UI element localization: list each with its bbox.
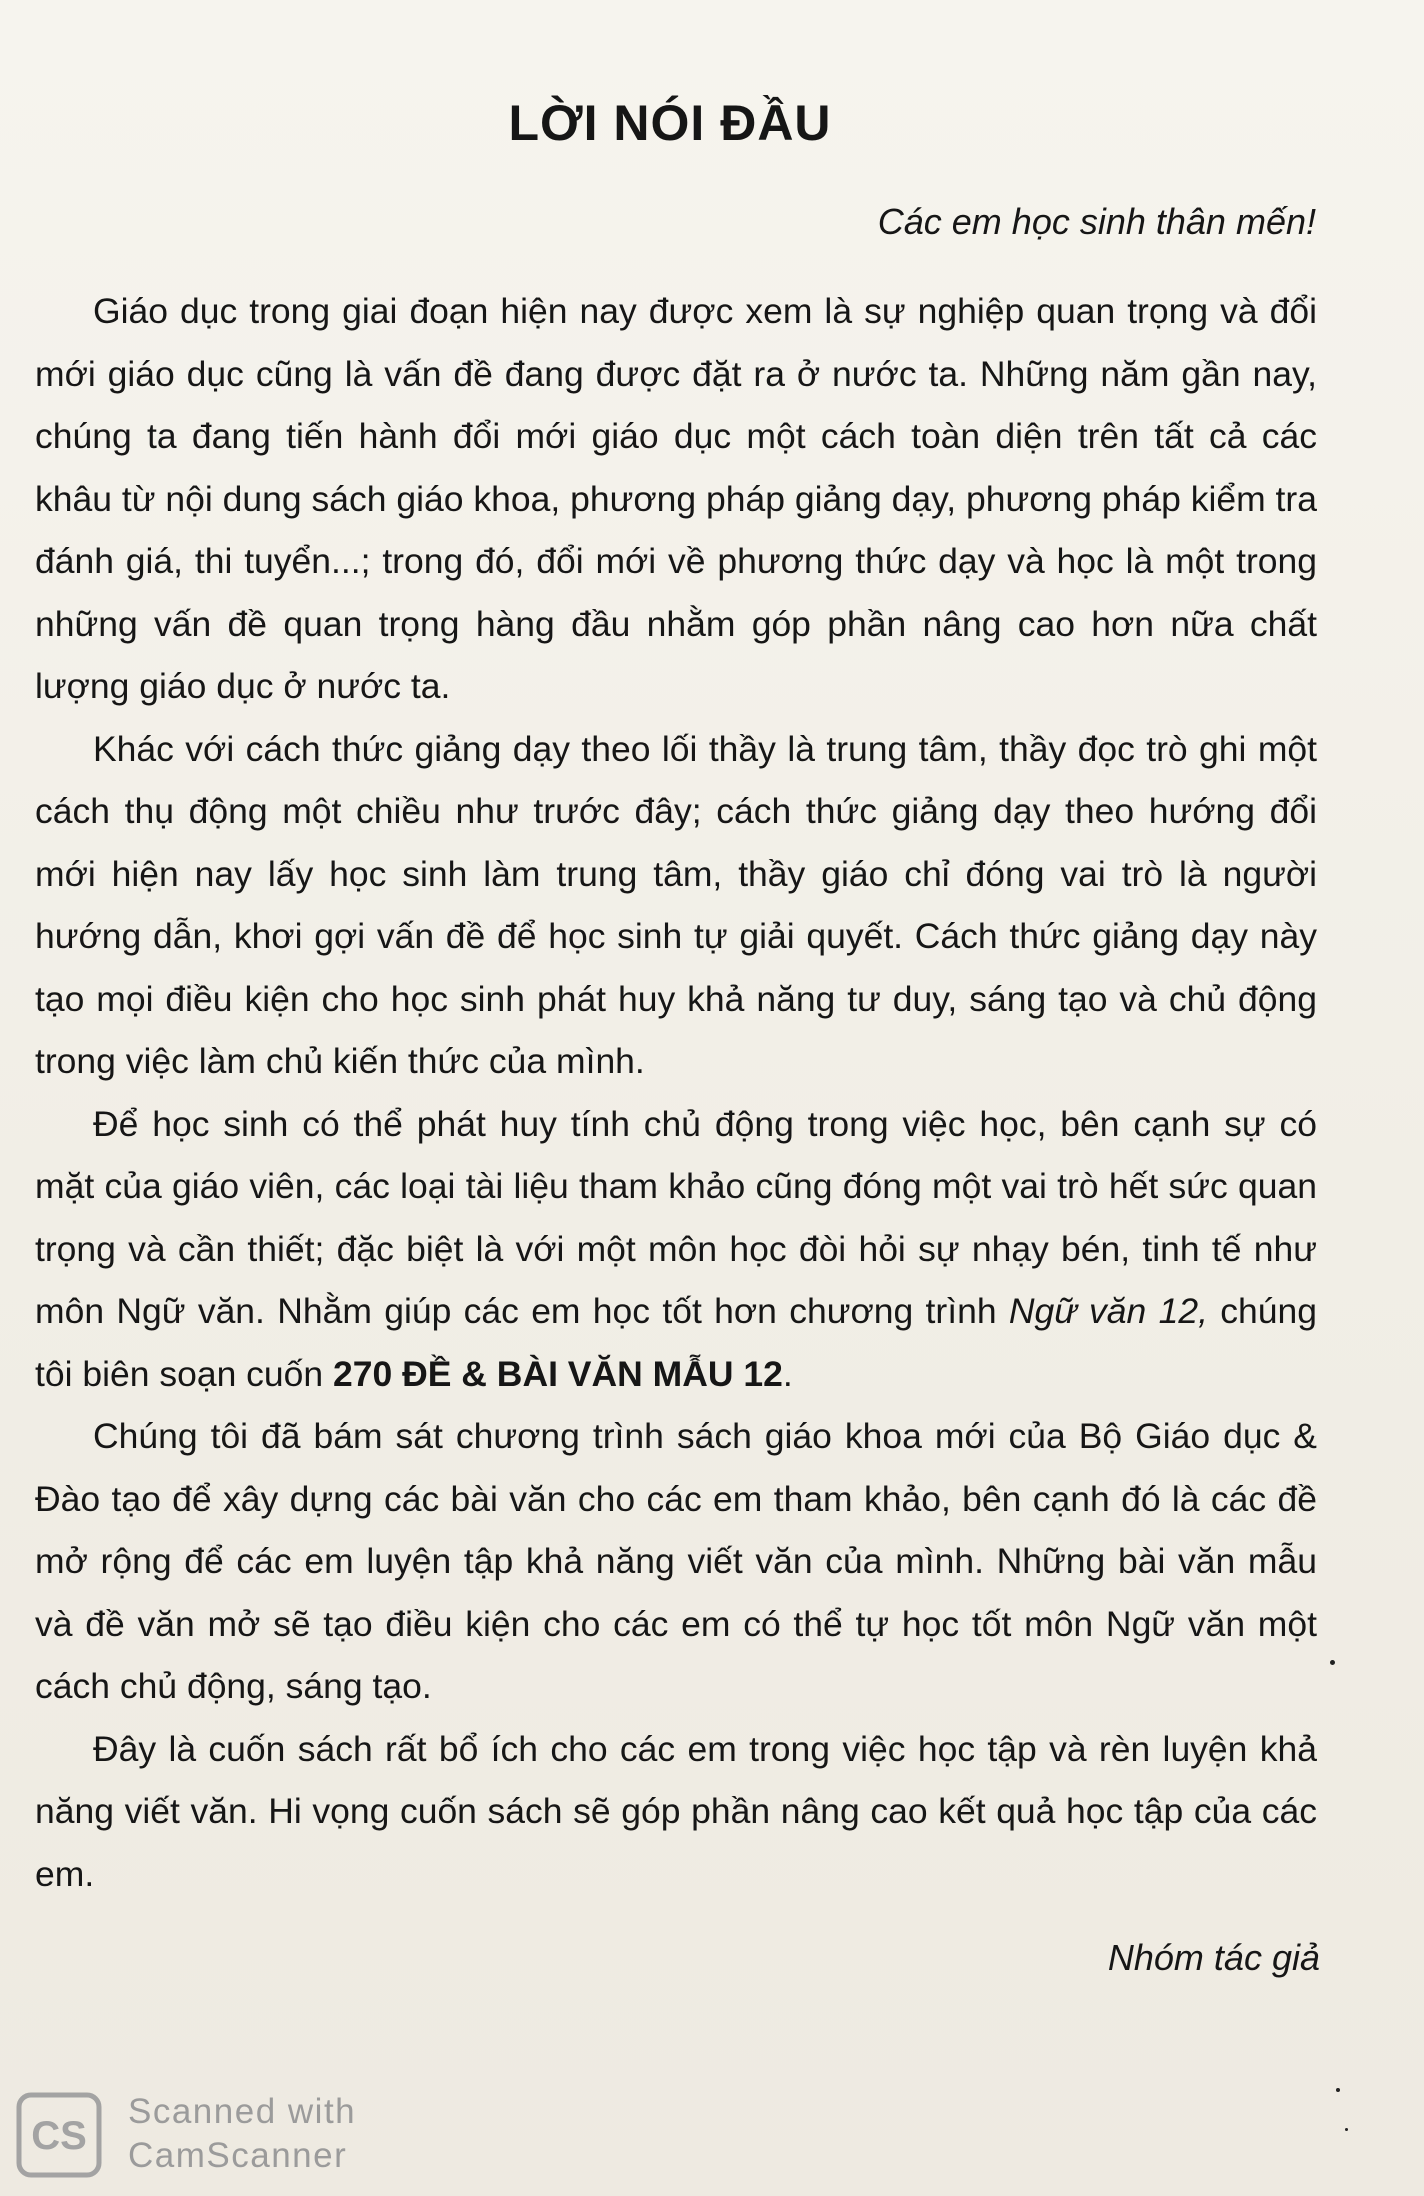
greeting: Các em học sinh thân mến! xyxy=(877,201,1316,242)
program-name: Ngữ văn 12, xyxy=(1008,1291,1208,1331)
scan-speck xyxy=(1345,2128,1348,2131)
paragraph-4: Chúng tôi đã bám sát chương trình sách giáo khoa mới của Bộ Giáo dục & Đào tạo để xây dựng các bài văn cho các em tham khảo, bên cạnh đó là các đề mở rộng để các em luyện tập khả năng viết văn của mình. Những bài văn mẫu và đề văn mở sẽ tạo điều kiện cho các em có thể tự học tốt môn Ngữ văn một cách chủ động, sáng tạo. xyxy=(35,1416,1317,1706)
paragraph-1: Giáo dục trong giai đoạn hiện nay được xem là sự nghiệp quan trọng và đổi mới giáo dục cũng là vấn đề đang được đặt ra ở nước ta. Những năm gần nay, chúng ta đang tiến hành đổi mới giáo dục một cách toàn diện trên tất cả các khâu từ nội dung sách giáo khoa, phương pháp giảng dạy, phương pháp kiểm tra đánh giá, thi tuyển...; trong đó, đổi mới về phương thức dạy và học là một trong những vấn đề quan trọng hàng đầu nhằm góp phần nâng cao hơn nữa chất lượng giáo dục ở nước ta. xyxy=(35,291,1317,706)
author-signature: Nhóm tác giả xyxy=(1107,1937,1320,1978)
watermark-line-2: CamScanner xyxy=(128,2136,348,2175)
page-title: LỜI NÓI ĐẦU xyxy=(508,95,832,151)
watermark-line-1: Scanned with xyxy=(128,2092,357,2131)
preface-body xyxy=(35,280,1317,1905)
scan-speck xyxy=(1336,2088,1340,2092)
paragraph-3-text-middle: chúng tôi biên soạn cuốn xyxy=(35,1291,1317,1394)
book-title: 270 ĐỀ & BÀI VĂN MẪU 12 xyxy=(333,1353,783,1394)
paragraph-3 xyxy=(35,1093,1317,1406)
paragraph-5: Đây là cuốn sách rất bổ ích cho các em trong việc học tập và rèn luyện khả năng viết văn. Hi vọng cuốn sách sẽ góp phần nâng cao kết quả học tập của các em. xyxy=(35,1728,1317,1894)
camscanner-logo-icon xyxy=(16,2092,102,2178)
paragraph-3-text-start: Để học sinh có thể phát huy tính chủ động trong việc học, bên cạnh sự có mặt của giáo viên, các loại tài liệu tham khảo cũng đóng một vai trò hết sức quan trọng và cần thiết; đặc biệt là với một môn học đòi hỏi sự nhạy bén, tinh tế như môn Ngữ văn. Nhằm giúp các em học tốt hơn chương trình xyxy=(35,1103,1317,1331)
scan-speck xyxy=(1330,1660,1335,1665)
paragraph-3-text-end: . xyxy=(782,1353,793,1394)
paragraph-2: Khác với cách thức giảng dạy theo lối thầy là trung tâm, thầy đọc trò ghi một cách thụ động một chiều như trước đây; cách thức giảng dạy theo hướng đổi mới hiện nay lấy học sinh làm trung tâm, thầy giáo chỉ đóng vai trò là người hướng dẫn, khơi gợi vấn đề để học sinh tự giải quyết. Cách thức giảng dạy này tạo mọi điều kiện cho học sinh phát huy khả năng tư duy, sáng tạo và chủ động trong việc làm chủ kiến thức của mình. xyxy=(35,728,1317,1081)
camscanner-logo-text: CS xyxy=(31,2114,87,2158)
